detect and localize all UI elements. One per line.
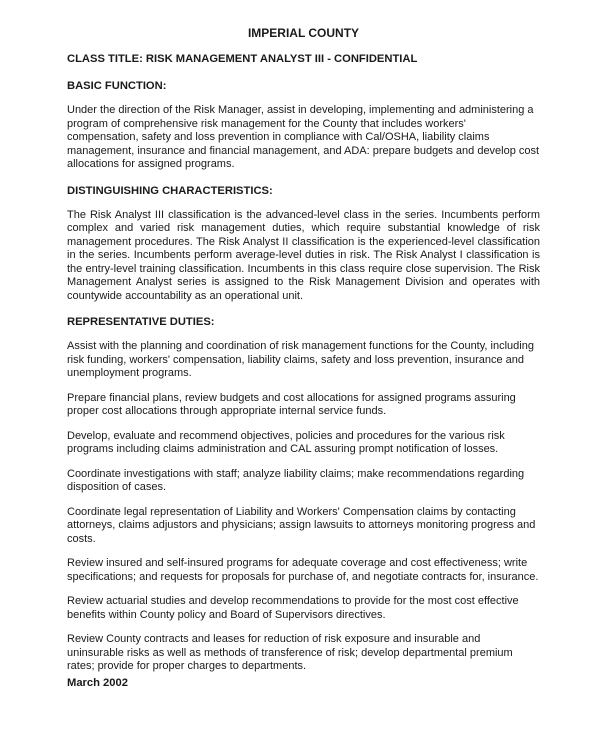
duties-list: [67, 340, 540, 674]
revision-date: March 2002: [67, 676, 128, 689]
distinguishing-text: The Risk Analyst III classification is the advanced-level class in the series. Incumbents perform complex and varied risk management duties, which require substantial knowledge of risk management procedures. The Risk Analyst II classification is the experienced-level classification in the series. Incumbents perform average-level duties in risk. The Risk Analyst I classification is the entry-level training classification. Incumbents in this class require close supervision. The Risk Management Analyst series is assigned to the Risk Management Division and operates with countywide accountability as an operational unit.: [67, 208, 540, 302]
distinguishing-heading: DISTINGUISHING CHARACTERISTICS:: [67, 184, 273, 197]
basic-function-section: [67, 79, 540, 172]
duty-item: Coordinate investigations with staff; analyze liability claims; make recommendations regarding disposition of cases.: [67, 467, 525, 493]
class-title: CLASS TITLE: RISK MANAGEMENT ANALYST III - CONFIDENTIAL: [67, 53, 418, 65]
duty-item: Review insured and self-insured programs for adequate coverage and cost effectiveness; write specifications; and requests for proposals for purchase of, and negotiate contracts for, insurance.: [67, 557, 539, 583]
county-name: IMPERIAL COUNTY: [247, 26, 360, 40]
distinguishing-section: [67, 184, 540, 304]
duty-item: Prepare financial plans, review budgets and cost allocations for assigned programs assuring proper cost allocations through appropriate internal service funds.: [67, 391, 516, 417]
duties-section: [67, 315, 540, 674]
duty-item: Assist with the planning and coordination of risk management functions for the County, including risk funding, workers' compensation, liability claims, safety and loss prevention, insurance and unemployment programs.: [67, 340, 534, 379]
duties-heading: REPRESENTATIVE DUTIES:: [67, 316, 215, 328]
duty-item: Coordinate legal representation of Liability and Workers' Compensation claims by contacting attorneys, claims adjustors and physicians; assign lawsuits to attorneys monitoring progress and costs.: [67, 505, 536, 545]
basic-function-heading: BASIC FUNCTION:: [67, 80, 167, 92]
duty-item: Review actuarial studies and develop recommendations to provide for the most cost effective benefits within County policy and Board of Supervisors directives.: [67, 595, 519, 621]
duty-item: Review County contracts and leases for reduction of risk exposure and insurable and uninsurable risks as well as methods of transference of risk; develop departmental premium rates; provide for proper charges to departments.: [67, 633, 513, 672]
basic-function-text: Under the direction of the Risk Manager, assist in developing, implementing and administering a program of comprehensive risk management for the County that includes workers' compensation, safety and loss prevention in compliance with Cal/OSHA, liability claims management, insurance and financial management, and ADA: prepare budgets and develop cost allocations for assigned programs.: [67, 104, 540, 170]
duty-item: Develop, evaluate and recommend objectives, policies and procedures for the various risk programs including claims administration and CAL assuring prompt notification of losses.: [67, 429, 505, 455]
